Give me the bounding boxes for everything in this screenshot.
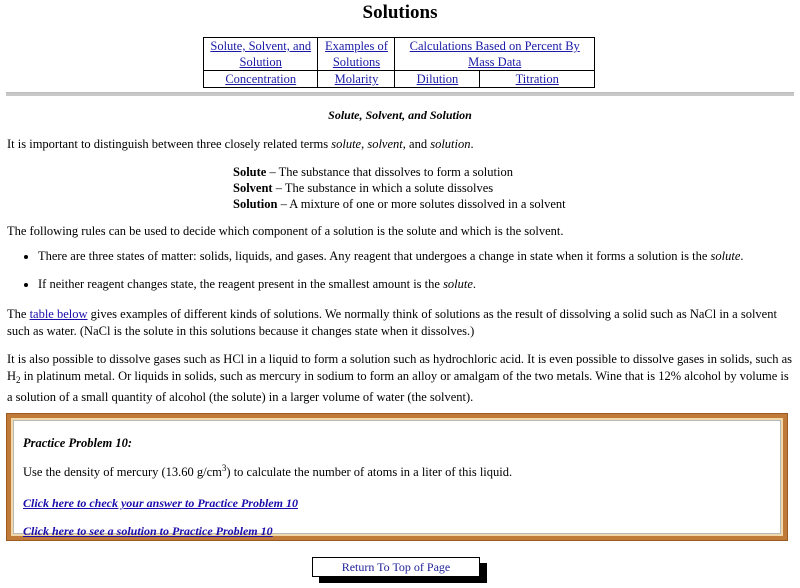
definitions-list	[233, 164, 566, 212]
see-solution-link[interactable]: Click here to see a solution to Practice Problem 10	[23, 524, 273, 538]
definition-solution: Solution – A mixture of one or more solutes dissolved in a solvent	[233, 197, 566, 211]
definition-solute: Solute – The substance that dissolves to form a solution	[233, 165, 513, 179]
examples-paragraph: The table below gives examples of different kinds of solutions. We normally think of solutions as the result of dissolving a solid such as NaCl in a solvent such as water. (NaCl is the solute in this solutions because it changes state when it dissolves.)	[7, 307, 777, 338]
page-title: Solutions	[362, 2, 438, 23]
nav-link-molarity[interactable]: Molarity	[334, 72, 379, 86]
topic-nav-table	[203, 37, 595, 88]
practice-problem-box	[6, 413, 788, 541]
nav-link-titration[interactable]: Titration	[515, 72, 559, 86]
rule-item: • If neither reagent changes state, the reagent present in the smallest amount is the solute.	[38, 276, 798, 293]
horizontal-divider	[6, 92, 794, 96]
intro-paragraph: It is important to distinguish between three closely related terms solute, solvent, and solution.	[7, 137, 474, 151]
return-to-top-button[interactable]: Return To Top of Page	[312, 557, 480, 577]
gases-paragraph: It is also possible to dissolve gases such as HCl in a liquid to form a solution such as hydrochloric acid. It is even possible to dissolve gases in solids, such as $H_2$ in platinum metal. Or liquids in solids, such as mercury in sodium to form an alloy or amalgam of the two metals. Wine that is 12% alcohol by volume is a solution of a small quantity of alcohol (the solute) in a larger volume of water (the solvent).	[7, 352, 792, 404]
rules-list	[0, 248, 798, 304]
nav-link-concentration[interactable]: Concentration	[225, 72, 297, 86]
rules-intro: The following rules can be used to decide which component of a solution is the solute and which is the solvent.	[7, 224, 564, 238]
nav-link-examples-of-solutions[interactable]: Examples of Solutions	[325, 39, 388, 69]
nav-link-dilution[interactable]: Dilution	[416, 72, 459, 86]
practice-problem-title: Practice Problem 10:	[23, 436, 132, 450]
table-below-link[interactable]: table below	[29, 307, 88, 321]
nav-link-solute-solvent-solution[interactable]: Solute, Solvent, and Solution	[210, 39, 312, 69]
definition-solvent: Solvent – The substance in which a solute dissolves	[233, 181, 494, 195]
check-answer-link[interactable]: Click here to check your answer to Practice Problem 10	[23, 496, 298, 510]
rule-item: • There are three states of matter: solids, liquids, and gases. Any reagent that undergoes a change in state when it forms a solution is the solute.	[38, 248, 798, 265]
section-heading: Solute, Solvent, and Solution	[328, 108, 472, 122]
practice-problem-text: Use the density of mercury (13.60 $g/cm^3$) to calculate the number of atoms in a liter of this liquid.	[23, 463, 513, 479]
nav-link-percent-by-mass[interactable]: Calculations Based on Percent By Mass Data	[409, 39, 580, 69]
